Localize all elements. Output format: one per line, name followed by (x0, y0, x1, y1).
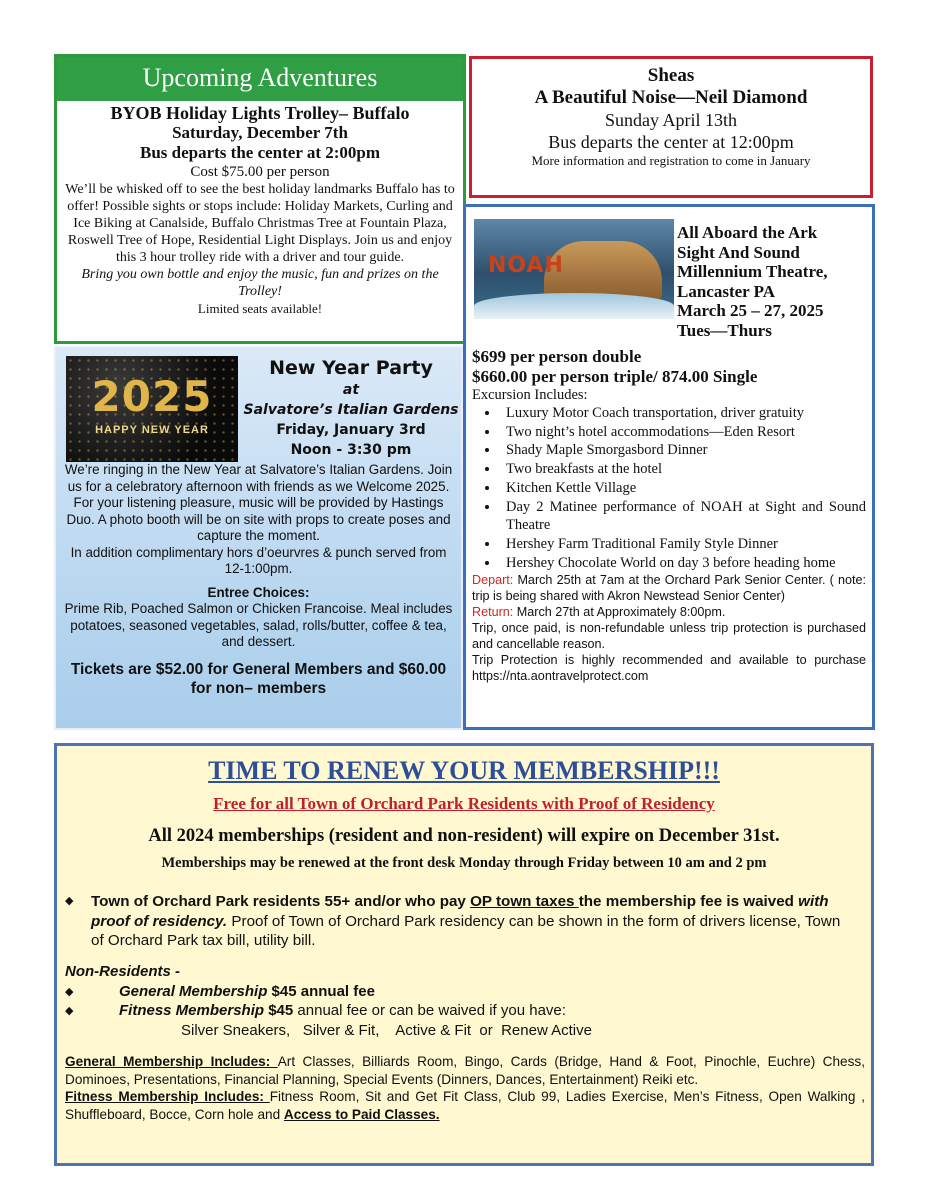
diamond-bullet-icon: ◆ (65, 1005, 74, 1017)
ark-return: Return: March 27th at Approximately 8:00pm. (472, 605, 726, 620)
list-item: • Hershey Farm Traditional Family Style Dinner (500, 535, 866, 554)
membership-heading: TIME TO RENEW YOUR MEMBERSHIP!!! (208, 756, 720, 785)
party-para-3: In addition complimentary hors d’oeurvres & punch served from 12-1:00pm. (70, 544, 447, 576)
ark-price-double: $699 per person double (472, 347, 642, 366)
list-item: • Day 2 Matinee performance of NOAH at Sight and Sound Theatre (500, 498, 866, 535)
membership-includes (65, 1053, 865, 1123)
party-tickets: Tickets are $52.00 for General Members and $60.00 for non– members (70, 660, 447, 697)
ark-title-4: Lancaster PA (677, 281, 776, 301)
party-time: Noon - 3:30 pm (290, 442, 412, 458)
membership-expire: All 2024 memberships (resident and non-resident) will expire on December 31st. (148, 826, 780, 846)
trolley-date: Saturday, December 7th (172, 123, 348, 142)
resident-bullet: ◆ Town of Orchard Park residents 55+ and/or who pay OP town taxes the membership fee is waived with proof of residency. Proof of Town of Orchard Park residency can be shown in the form of drivers license, Town of Orchard Park tax bill, utility bill. (65, 893, 841, 949)
diamond-bullet-icon: ◆ (65, 895, 74, 907)
membership-free: Free for all Town of Orchard Park Residents with Proof of Residency (213, 794, 715, 813)
image-year: 2025 (91, 372, 213, 421)
fitness-programs: Silver Sneakers, Silver & Fit, Active & Fit or Renew Active (181, 1021, 592, 1039)
list-item: • Kitchen Kettle Village (500, 479, 866, 498)
ark-depart: Depart: March 25th at 7am at the Orchard Park Senior Center. ( note: trip is being shared with Akron Newstead Senior Center) (472, 573, 866, 604)
sheas-bus: Bus departs the center at 12:00pm (548, 132, 794, 152)
party-para-2: For your listening pleasure, music will be provided by Hastings Duo. A photo booth will be on site with props to create poses and capture the moment. (66, 495, 451, 543)
entree-heading: Entree Choices: (207, 584, 310, 600)
fitness-membership-row: ◆ Fitness Membership $45 annual fee or can be waived if you have: (65, 1001, 855, 1021)
membership-box (54, 743, 874, 1166)
ark-refund: Trip, once paid, is non-refundable unless trip protection is purchased and cancellable reason. (472, 621, 866, 652)
trolley-limited: Limited seats available! (197, 301, 323, 316)
list-item: • Hershey Chocolate World on day 3 before heading home (500, 554, 866, 573)
non-residents-section (65, 962, 855, 1040)
sheas-note: More information and registration to come in January (531, 153, 811, 168)
ark-title-1: All Aboard the Ark (677, 223, 818, 242)
sheas-box (469, 56, 873, 198)
party-para-1: We’re ringing in the New Year at Salvatore’s Italian Gardens. Join us for a celebratory afternoon with friends as we Welcome 2025. (64, 462, 453, 494)
list-item: • Shady Maple Smorgasbord Dinner (500, 441, 866, 460)
adventures-header: Upcoming Adventures (57, 57, 463, 101)
party-venue: Salvatore’s Italian Gardens (243, 402, 459, 418)
trolley-title: BYOB Holiday Lights Trolley– Buffalo (110, 103, 410, 123)
trolley-description: We’ll be whisked off to see the best holiday landmarks Buffalo has to offer! Possible sights or stops include: Holiday Markets, Curling and Ice Biking at Canalside, Buffalo Christmas Tree at Fountain Plaza, Roswell Tree of Hope, Residential Light Displays. Join us and enjoy this 3 hour trolley ride with a driver and tour guide. (65, 182, 455, 265)
sheas-venue: Sheas (647, 65, 695, 86)
membership-renew: Memberships may be renewed at the front desk Monday through Friday between 10 am and 2 pm (161, 855, 767, 871)
ark-dates: March 25 – 27, 2025 (677, 301, 824, 320)
general-includes: General Membership Includes: Art Classes, Billiards Room, Bingo, Cards (Bridge, Hand & Foot, Pinochle, Euchre) Chess, Dominoes, Presentations, Financial Planning, Special Events (Dinners, Dances, Entertainment) Reiki etc. (65, 1054, 865, 1087)
sheas-date: Sunday April 13th (604, 110, 737, 130)
party-title: New Year Party (269, 357, 433, 379)
noah-image-word: NOAH (488, 253, 564, 278)
new-year-party-box (54, 346, 463, 730)
ark-trip-box (463, 204, 875, 730)
ark-price-triple: $660.00 per person triple/ 874.00 Single (472, 367, 758, 386)
happy-new-year-image (66, 356, 238, 462)
party-at: at (342, 382, 360, 398)
ark-title-2: Sight And Sound (677, 242, 800, 262)
diamond-bullet-icon: ◆ (65, 985, 74, 998)
trolley-byob-note: Bring you own bottle and enjoy the music, fun and prizes on the Trolley! (81, 267, 439, 299)
upcoming-adventures-box (54, 54, 466, 344)
trolley-cost: Cost $75.00 per person (190, 164, 330, 180)
general-membership-row: ◆ General Membership $45 annual fee (65, 982, 855, 1002)
non-residents-heading: Non-Residents - (65, 963, 181, 980)
trolley-bus: Bus departs the center at 2:00pm (139, 143, 381, 162)
image-caption: HAPPY NEW YEAR (95, 424, 209, 436)
party-date: Friday, January 3rd (276, 422, 426, 438)
ark-includes-heading: Excursion Includes: (472, 387, 588, 403)
sheas-show: A Beautiful Noise—Neil Diamond (534, 87, 808, 108)
ark-includes-list (472, 404, 866, 572)
entree-text: Prime Rib, Poached Salmon or Chicken Francoise. Meal includes potatoes, seasoned vegetables, salad, rolls/butter, coffee & tea, and dessert. (64, 601, 453, 649)
noah-image (474, 219, 674, 319)
list-item: • Luxury Motor Coach transportation, driver gratuity (500, 404, 866, 423)
ark-protection: Trip Protection is highly recommended and available to purchase https://nta.aontravelprotect.com (472, 653, 866, 684)
ark-days: Tues—Thurs (677, 320, 772, 340)
list-item: • Two breakfasts at the hotel (500, 460, 866, 479)
list-item: • Two night’s hotel accommodations—Eden Resort (500, 423, 866, 442)
ark-title-3: Millennium Theatre, (677, 262, 828, 281)
fitness-includes: Fitness Membership Includes: Fitness Room, Sit and Get Fit Class, Club 99, Ladies Exercise, Men’s Fitness, Open Walking , Shuffleboard, Bocce, Corn hole and Access to Paid Classes. (65, 1089, 865, 1122)
